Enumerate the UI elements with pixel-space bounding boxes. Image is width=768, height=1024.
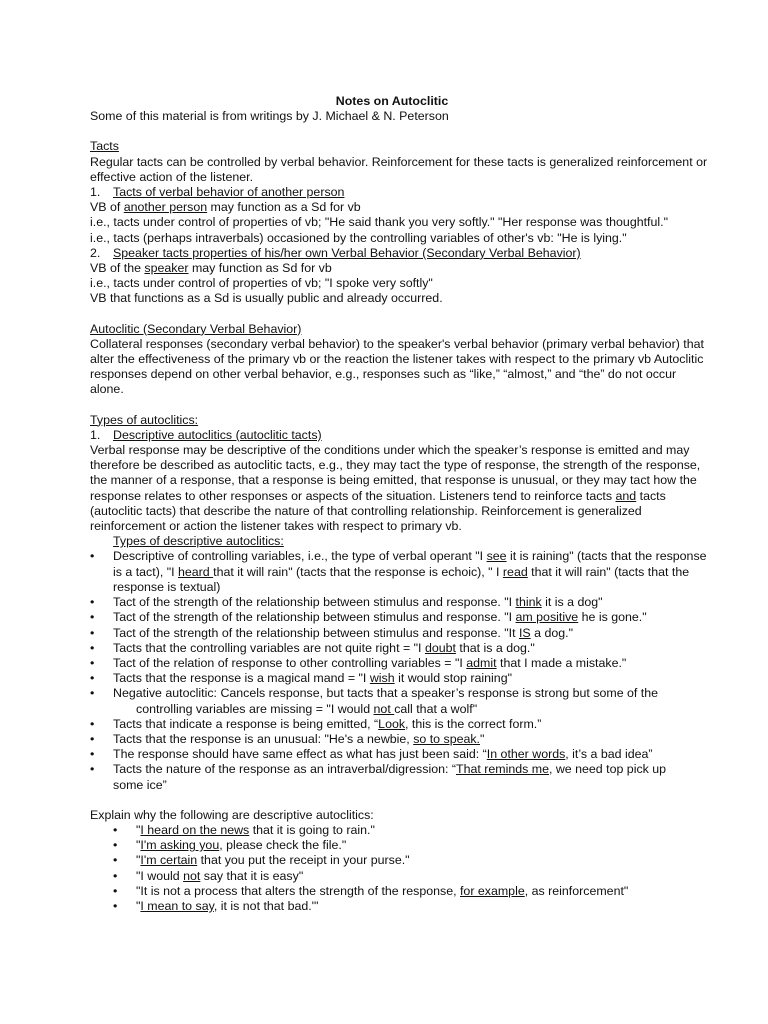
types-body: Verbal response may be descriptive of the conditions under which the speaker’s response is emitted and may therefore be described as autoclitic tacts, e.g., they may tact the type of response, the strength of the response, the manner of a response, that a response is being emitted, that response is unusual, or they may tact how the response relates to other responses or aspects of the situation. Listeners tend to reinforce tacts and tacts (autoclitic tacts) that describe the nature of that controlling relationship. Reinforcement is generalized reinforcement or action the listener takes with respect to primary vb. [90,443,701,534]
list-item: • Tact of the strength of the relationship between stimulus and response. "It IS a dog." [90,626,708,641]
autoclitic-body: Collateral responses (secondary verbal behavior) to the speaker's verbal behavior (primary verbal behavior) that alter the effectiveness of the primary vb or the reaction the listener takes with respect to the primary vb Autoclitic responses depend on other verbal behavior, e.g., responses such as “like,” “almost,” and “the” do not occur alone. [90,336,704,397]
list-item: • "I'm asking you, please check the file." [113,838,708,853]
list-item: • Tact of the relation of response to other controlling variables = "I admit that I made a mistake." [90,656,708,671]
list-item: • Tact of the strength of the relationship between stimulus and response. "I think it is a dog" [90,595,708,610]
list-item: • Tacts that the response is an unusual: "He's a newbie, so to speak." [90,732,708,747]
list-item: • Tacts that the response is a magical mand = "I wish it would stop raining" [90,671,708,686]
list-item: • Tacts the nature of the response as an intraverbal/digression: “That reminds me, we need top pick up some ice” [90,762,708,792]
types-heading: Types of autoclitics: [90,412,199,427]
tacts-item-1-heading: 1. Tacts of verbal behavior of another person [90,185,345,200]
tacts-item-1-vb: VB of another person may function as a Sd for vb [90,200,361,215]
list-item: • Tacts that indicate a response is being emitted, “Look, this is the correct form.” [90,717,708,732]
list-item: • "I'm certain that you put the receipt in your purse." [113,853,708,868]
tacts-item-2-vb: VB of the speaker may function as Sd for vb [90,261,332,276]
list-item: • "I heard on the news that it is going to rain." [113,823,708,838]
tacts-item-2-ie1: i.e., tacts under control of properties of vb; "I spoke very softly" [90,276,433,291]
source-note: Some of this material is from writings by J. Michael & N. Peterson [90,109,449,124]
list-item: • Negative autoclitic: Cancels response, but tacts that a speaker’s response is strong but some of the controlling variables are missing = "I would not call that a wolf" [90,686,708,716]
tacts-item-1-ie2: i.e., tacts (perhaps intraverbals) occasioned by the controlling variables of other's vb: "He is lying." [90,230,627,245]
list-item: • The response should have same effect as what has just been said: “In other words, it’s a bad idea” [90,747,708,762]
list-item: • "I mean to say, it is not that bad.'" [113,899,708,914]
explain-heading: Explain why the following are descriptive autoclitics: [90,807,374,822]
types-subheading: Types of descriptive autoclitics: [113,534,284,549]
tacts-intro: Regular tacts can be controlled by verbal behavior. Reinforcement for these tacts is generalized reinforcement or effective action of the listener. [90,154,708,184]
tacts-item-2-heading: 2. Speaker tacts properties of his/her own Verbal Behavior (Secondary Verbal Behavior) [90,245,581,260]
list-item: • Tacts that the controlling variables are not quite right = "I doubt that is a dog." [90,641,708,656]
document-title: Notes on Autoclitic [335,94,449,108]
list-item: • "I would not say that it is easy" [113,869,708,884]
descriptive-autoclitics-list [90,549,708,792]
list-item: • "It is not a process that alters the strength of the response, for example, as reinforcement" [113,884,708,899]
explain-list [90,823,708,914]
list-item: • Tact of the strength of the relationship between stimulus and response. "I am positive he is gone." [90,610,708,625]
autoclitic-heading: Autoclitic (Secondary Verbal Behavior) [90,321,302,336]
tacts-heading: Tacts [90,139,119,154]
tacts-item-1-ie1: i.e., tacts under control of properties of vb; "He said thank you very softly." "Her response was thoughtful." [90,215,668,230]
tacts-item-2-note: VB that functions as a Sd is usually public and already occurred. [90,291,443,306]
list-item: • Descriptive of controlling variables, i.e., the type of verbal operant "I see it is raining" (tacts that the response is a tact), "I heard that it will rain" (tacts that the response is echoic), " I read that it will rain" (tacts that the response is textual) [90,549,708,595]
types-item-1-heading: 1. Descriptive autoclitics (autoclitic tacts) [90,427,322,442]
